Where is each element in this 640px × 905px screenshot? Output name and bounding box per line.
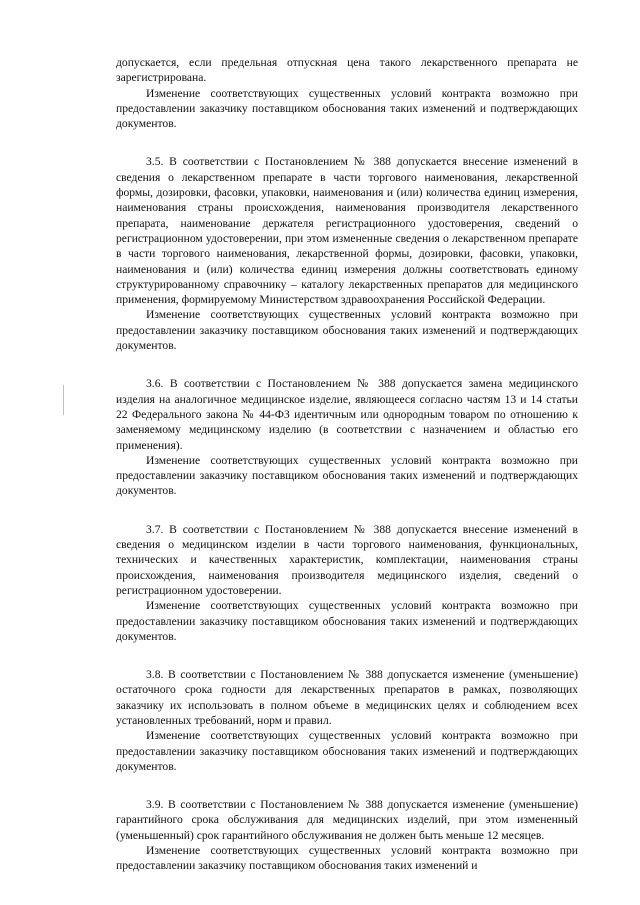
section-3-8-change-note: Изменение соответствующих существенных условий контракта возможно при предоставлении заказчику поставщиком обоснования таких изменений и подтверждающих документов.: [116, 729, 578, 773]
section-3-9-change-note: Изменение соответствующих существенных условий контракта возможно при предоставлении заказчику поставщиком обоснования таких изменений и: [116, 844, 578, 873]
section-gap: [116, 499, 578, 522]
section-3-7-change-note: Изменение соответствующих существенных условий контракта возможно при предоставлении заказчику поставщиком обоснования таких изменений и подтверждающих документов.: [116, 599, 578, 643]
section-3-8-body: 3.8. В соответствии с Постановлением № 388 допускается изменение (уменьшение) остаточного срока годности для лекарственных препаратов в рамках, позволяющих заказчику их использовать в полном объеме в медицинских целях и соблюдением всех установленных требований, норм и правил.: [116, 668, 578, 727]
section-gap: [116, 774, 578, 797]
document-page: [116, 55, 578, 874]
section-3-6-body: 3.6. В соответствии с Постановлением № 388 допускается замена медицинского изделия на аналогичное медицинское изделие, являющееся согласно частям 13 и 14 статьи 22 Федерального закона № 44-ФЗ идентичным или однородным товаром по отношению к заменяемому медицинскому изделию (в соответствии с назначением и областью его применения).: [116, 377, 578, 452]
scan-margin-mark: [63, 385, 64, 415]
section-gap: [116, 131, 578, 154]
section-3-9-body: 3.9. В соответствии с Постановлением № 388 допускается изменение (уменьшение) гарантийного срока обслуживания для медицинских изделий, при этом измененный (уменьшенный) срок гарантийного обслуживания не должен быть меньше 12 месяцев.: [116, 798, 578, 842]
section-3-6-change-note: Изменение соответствующих существенных условий контракта возможно при предоставлении заказчику поставщиком обоснования таких изменений и подтверждающих документов.: [116, 453, 578, 498]
section-3-7-body: 3.7. В соответствии с Постановлением № 388 допускается внесение изменений в сведения о медицинском изделии в части торгового наименования, функциональных, технических и качественных характеристик, комплектации, наименования страны происхождения, наименования производителя медицинского изделия, сведений о регистрационном удостоверении.: [116, 522, 578, 597]
section-gap: [116, 644, 578, 667]
intro-change-note: Изменение соответствующих существенных условий контракта возможно при предоставлении заказчику поставщиком обоснования таких изменений и подтверждающих документов.: [116, 86, 578, 131]
section-gap: [116, 353, 578, 376]
section-3-5-body: 3.5. В соответствии с Постановлением № 388 допускается внесение изменений в сведения о лекарственном препарате в части торгового наименования, лекарственной формы, дозировки, фасовки, упаковки, наименования и (или) количества единиц измерения, наименования страны происхождения, наименования производителя лекарственного препарата, наименование держателя регистрационного удостоверения, сведений о регистрационном удостоверении, при этом измененные сведения о лекарственном препарате в части торгового наименования, лекарственной формы, дозировки, фасовки, упаковки, наименования и (или) количества единиц измерения должны соответствовать единому структурированному справочнику – каталогу лекарственных препаратов для медицинского применения, формируемому Министерством здравоохранения Российской Федерации.: [116, 155, 578, 307]
section-3-5-change-note: Изменение соответствующих существенных условий контракта возможно при предоставлении заказчику поставщиком обоснования таких изменений и подтверждающих документов.: [116, 308, 578, 353]
intro-continuation: допускается, если предельная отпускная цена такого лекарственного препарата не зарегистрирована.: [116, 56, 578, 85]
